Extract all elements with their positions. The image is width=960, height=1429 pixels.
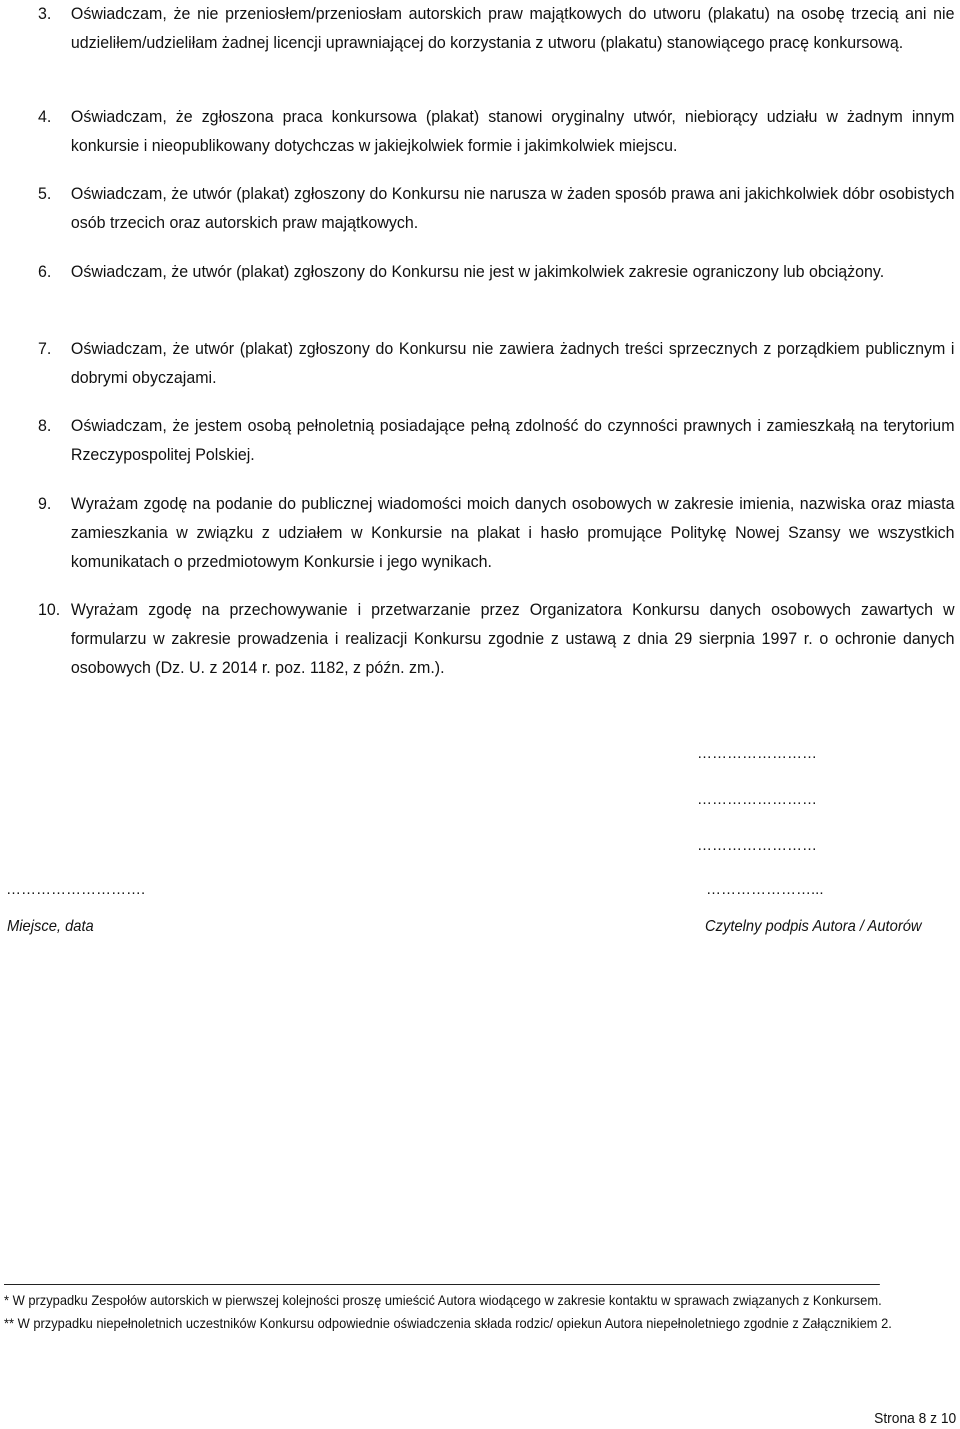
declaration-item-6 [38,257,901,286]
item-text: Oświadczam, że jestem osobą pełnoletnią posiadające pełną zdolność do czynności prawnych i zamieszkałą na terytorium Rzeczypospolitej Polskiej. [70,416,955,464]
footnotes [4,1284,892,1335]
declaration-item-4 [38,102,955,160]
item-number: 7. [38,339,52,358]
item-number: 8. [38,416,52,435]
author-dots-line-1: …………………… [697,745,817,762]
item-text: Wyrażam zgodę na podanie do publicznej wiadomości moich danych osobowych w zakresie imienia, nazwiska oraz miasta zamieszkania w związku z udziałem w Konkursie na plakat i hasło promujące Politykę Nowej Szansy we wszystkich komunikatach o przedmiotowym Konkursie i jego wynikach. [70,494,955,571]
item-number: 3. [38,4,52,23]
declaration-item-7 [38,334,955,392]
item-text: Oświadczam, że utwór (plakat) zgłoszony do Konkursu nie zawiera żadnych treści sprzecznych z porządkiem publicznym i dobrymi obyczajami. [70,339,955,387]
item-text: Oświadczam, że nie przeniosłem/przeniosłam autorskich praw majątkowych do utworu (plakatu) na osobę trzecią ani nie udzieliłem/udzieliłam żadnej licencji uprawniającej do korzystania z utworu (plakatu) stanowiącego pracę konkursową. [70,4,955,52]
declaration-item-3 [38,0,955,57]
footnote-1: * W przypadku Zespołów autorskich w pierwszej kolejności proszę umieścić Autora wiodącego w zakresie kontaktu w sprawach związanych z Konkursem. [4,1292,882,1308]
declaration-item-5 [38,179,955,237]
signature-dots: …………………... [706,881,824,898]
item-number: 4. [38,107,52,126]
signature-label: Czytelny podpis Autora / Autorów [705,918,922,935]
item-text: Oświadczam, że utwór (plakat) zgłoszony do Konkursu nie narusza w żaden sposób prawa ani jakichkolwiek dóbr osobistych osób trzecich oraz autorskich praw majątkowych. [70,184,955,232]
author-dots-line-3: …………………… [697,837,817,854]
item-text: Oświadczam, że zgłoszona praca konkursowa (plakat) stanowi oryginalny utwór, niebiorący udziału w żadnym innym konkursie i nieopublikowany dotychczas w jakiejkolwiek formie i jakimkolwiek miejscu. [70,107,955,155]
place-date-label: Miejsce, data [7,918,94,935]
page-number: Strona 8 z 10 [873,1410,956,1427]
item-number: 9. [38,494,52,513]
declaration-item-10 [38,595,955,682]
item-text: Oświadczam, że utwór (plakat) zgłoszony do Konkursu nie jest w jakimkolwiek zakresie ograniczony lub obciążony. [70,262,885,281]
place-date-dots: ………………………. [6,881,146,898]
item-text: Wyrażam zgodę na przechowywanie i przetwarzanie przez Organizatora Konkursu danych osobowych zawartych w formularzu w zakresie prowadzenia i realizacji Konkursu zgodnie z ustawą z dnia 29 sierpnia 1997 r. o ochronie danych osobowych (Dz. U. z 2014 r. poz. 1182, z późn. zm.). [70,600,955,677]
declaration-item-9 [38,489,955,576]
declaration-item-8 [38,411,955,469]
item-number: 6. [38,262,52,281]
item-number: 10. [38,600,61,619]
item-number: 5. [38,184,52,203]
author-dots-line-2: …………………… [697,791,817,808]
footnote-2: ** W przypadku niepełnoletnich uczestników Konkursu odpowiednie oświadczenia składa rodzic/ opiekun Autora niepełnoletniego zgodnie z Załącznikiem 2. [4,1315,892,1331]
